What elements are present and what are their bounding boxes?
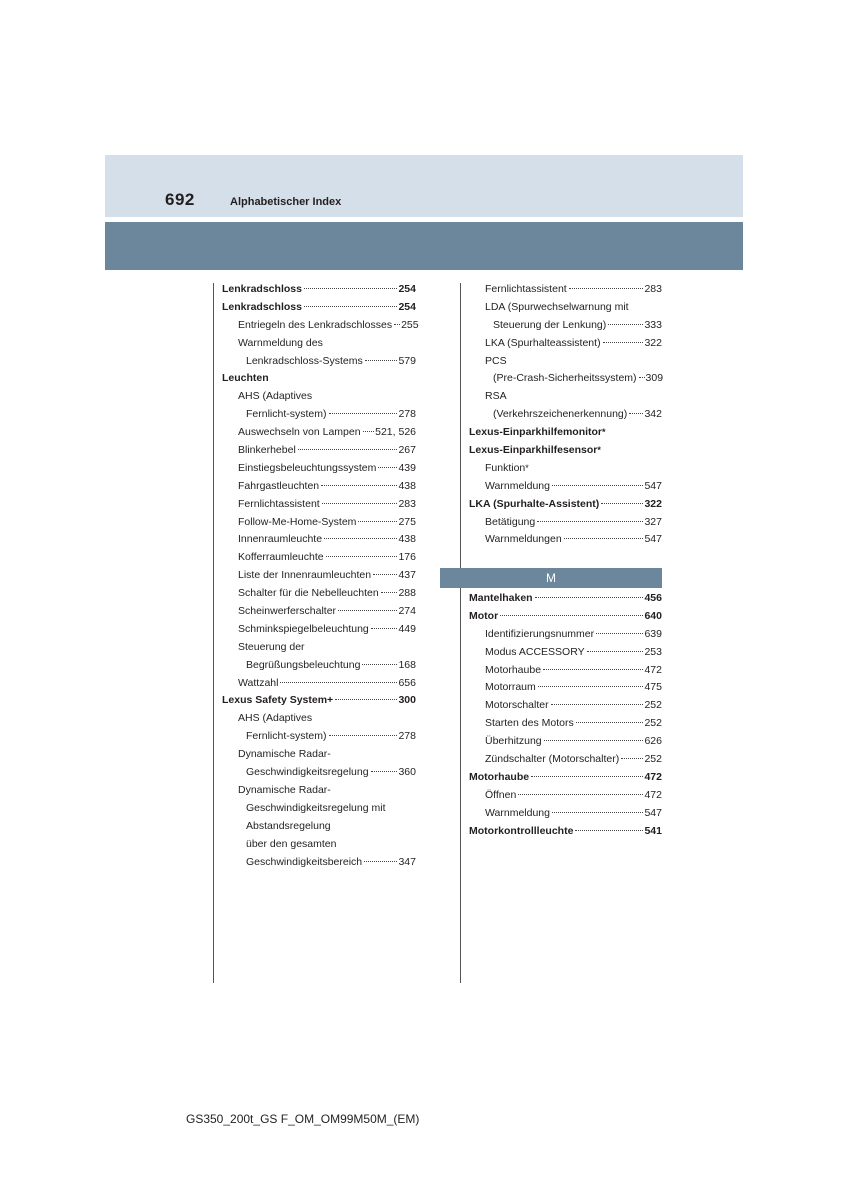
index-entry-label: Fernlichtassistent [238, 497, 320, 510]
index-entry-label: Überhitzung [485, 735, 542, 748]
index-entry-page: 475 [644, 681, 662, 694]
index-entry [469, 787, 662, 805]
index-entry-page: 626 [644, 735, 662, 748]
index-entry-label: AHS (Adaptives [238, 712, 313, 725]
index-entry-label: Lenkradschloss-Systems [246, 354, 363, 367]
dot-leader [587, 651, 644, 652]
dot-leader [329, 735, 398, 736]
index-entry-label: Motorkontrollleuchte [469, 824, 574, 837]
dot-leader [371, 771, 398, 772]
index-entry-page: 168 [398, 658, 416, 671]
index-entry-label: Wattzahl [238, 676, 279, 689]
dot-leader [518, 794, 643, 795]
index-entry [222, 460, 416, 478]
index-entry-label: Geschwindigkeitsbereich [246, 855, 363, 868]
index-entry-label: Schalter für die Nebelleuchten [238, 587, 379, 600]
index-entry [469, 496, 662, 514]
index-entry-label: Lenkradschloss [222, 300, 302, 313]
index-entry [469, 644, 662, 662]
index-entry-page: 288 [398, 587, 416, 600]
index-entry [222, 335, 416, 353]
index-entry-page: 252 [644, 717, 662, 730]
dot-leader [304, 288, 398, 289]
dot-leader [326, 556, 398, 557]
dot-leader [603, 342, 644, 343]
index-entry-page: 547 [644, 533, 662, 546]
index-entry-label: Lenkradschloss [222, 283, 302, 295]
index-entry-label: Lexus Safety System+ [222, 694, 334, 707]
dot-leader [576, 722, 644, 723]
index-entry-page: 342 [644, 408, 662, 421]
index-entry-page: 360 [398, 766, 416, 779]
index-entry-page: 472 [644, 788, 662, 801]
index-entry-label: Blinkerhebel [238, 444, 296, 457]
index-entry-page: 541 [644, 824, 662, 837]
index-entry [469, 697, 662, 715]
index-entry-page: 639 [644, 627, 662, 640]
index-entry-label: Öffnen [485, 788, 517, 801]
index-entry-label: Betätigung [485, 515, 536, 528]
index-entry-label: Motorschalter [485, 699, 549, 712]
index-entry-page: 309 [645, 372, 664, 385]
index-entry [222, 603, 416, 621]
index-entry-label: Abstandsregelung [246, 819, 331, 832]
index-entry: Funktion * [469, 460, 662, 478]
index-entry [222, 710, 416, 728]
index-entry [469, 514, 662, 532]
index-entry [469, 335, 662, 353]
index-entry-page: 252 [644, 699, 662, 712]
index-entry [222, 764, 416, 782]
index-entry-page: 327 [644, 515, 662, 528]
index-entry-label: Dynamische Radar- [238, 783, 331, 796]
dot-leader [381, 592, 398, 593]
dot-leader [358, 521, 397, 522]
dot-leader [378, 467, 397, 468]
index-entry-label: Starten des Motors [485, 717, 574, 730]
dot-leader [629, 413, 643, 414]
index-entry [222, 549, 416, 567]
index-entry [222, 531, 416, 549]
index-entry-label: Funktion [485, 461, 526, 474]
index-entry-page: 437 [398, 569, 416, 582]
index-entry [222, 657, 416, 675]
index-entry [469, 608, 662, 626]
dot-leader [394, 324, 400, 325]
index-column-left [222, 281, 419, 871]
index-entry [222, 800, 416, 818]
index-entry-label: Geschwindigkeitsregelung mit [246, 801, 386, 814]
index-entry-label: Entriegeln des Lenkradschlosses [238, 318, 393, 331]
index-entry-label: Leuchten [222, 372, 269, 385]
index-entry-label: Warnmeldung des [238, 336, 323, 349]
index-entry-page: 283 [644, 283, 662, 295]
index-entry [222, 854, 416, 872]
dot-leader [551, 704, 644, 705]
index-entry [222, 281, 416, 299]
index-entry [469, 662, 662, 680]
dot-leader [538, 686, 644, 687]
dot-leader [322, 503, 398, 504]
dot-leader [338, 610, 397, 611]
index-entry-page: 322 [644, 336, 662, 349]
index-entry-page: 278 [398, 408, 416, 421]
index-entry-page: 547 [644, 479, 662, 492]
index-entry-page: 521, 526 [375, 426, 416, 439]
index-entry-label: Innenraumleuchte [238, 533, 323, 546]
index-entry [469, 733, 662, 751]
index-entry [222, 836, 416, 854]
dot-leader [552, 812, 643, 813]
index-entry [222, 424, 416, 442]
index-entry-page: 278 [398, 730, 416, 743]
page-title: Alphabetischer Index [230, 196, 342, 208]
index-entry-page: 333 [644, 318, 662, 331]
index-entry-label: Warnmeldungen [485, 533, 562, 546]
dot-leader [531, 776, 643, 777]
index-entry-label: Auswechseln von Lampen [238, 426, 361, 439]
dot-leader [362, 664, 397, 665]
index-entry-page: 254 [398, 283, 416, 295]
index-entry-label: Schminkspiegelbeleuchtung [238, 622, 369, 635]
dot-leader [500, 615, 643, 616]
index-entry-label: AHS (Adaptives [238, 390, 313, 403]
header-band-dark [105, 222, 743, 270]
index-entry-page: 255 [401, 318, 419, 331]
index-entry [469, 317, 662, 335]
index-entry [222, 442, 416, 460]
page-number: 692 [165, 190, 195, 209]
dot-leader [373, 574, 397, 575]
dot-leader [601, 503, 643, 504]
index-entry-page: 439 [398, 461, 416, 474]
index-entry-label: Zündschalter (Motorschalter) [485, 753, 620, 766]
index-entry [469, 353, 662, 371]
index-entry-label: Motorhaube [485, 663, 542, 676]
index-entry-label: Liste der Innenraumleuchten [238, 569, 372, 582]
index-entry-page: 252 [644, 753, 662, 766]
index-entry-label: Warnmeldung [485, 479, 550, 492]
index-entry-label: Geschwindigkeitsregelung [246, 766, 369, 779]
index-entry-label: Einstiegsbeleuchtungssystem [238, 461, 377, 474]
index-entry [469, 679, 662, 697]
dot-leader [596, 633, 643, 634]
index-entry-page: 438 [398, 479, 416, 492]
index-entry-label: Fernlicht-system) [246, 408, 327, 421]
dot-leader [544, 740, 644, 741]
index-entry [222, 370, 416, 388]
index-entry-page: 254 [398, 300, 416, 313]
index-entry [222, 746, 416, 764]
dot-leader [364, 861, 397, 862]
index-entry-page: 267 [398, 444, 416, 457]
index-entry-label: Fernlicht-system) [246, 730, 327, 743]
index-entry-page: 449 [398, 622, 416, 635]
index-entry-page: 347 [398, 855, 416, 868]
index-entry-label: Warnmeldung [485, 806, 550, 819]
dot-leader [329, 413, 398, 414]
index-entry [222, 496, 416, 514]
index-entry-label: Motorhaube [469, 770, 530, 783]
index-entry-label: (Pre-Crash-Sicherheitssystem) [493, 372, 637, 385]
index-entry [469, 370, 662, 388]
index-entry [222, 567, 416, 585]
index-entry [222, 782, 416, 800]
column-divider-left [213, 283, 214, 983]
index-entry-label: Motorraum [485, 681, 536, 694]
index-entry-page: 176 [398, 551, 416, 564]
index-entry-label: Identifizierungsnummer [485, 627, 595, 640]
dot-leader [298, 449, 398, 450]
index-entry-page: 438 [398, 533, 416, 546]
index-entry-page: 274 [398, 605, 416, 618]
index-entry-label: Mantelhaken [469, 592, 533, 604]
index-entry-label: LKA (Spurhalteassistent) [485, 336, 601, 349]
dot-leader [543, 669, 643, 670]
dot-leader [324, 538, 397, 539]
index-entry [222, 585, 416, 603]
index-entry-label: Steuerung der Lenkung) [493, 318, 607, 331]
index-entry [222, 388, 416, 406]
column-divider-right [460, 283, 461, 983]
index-entry [469, 281, 662, 299]
dot-leader [335, 699, 397, 700]
index-entry [469, 590, 662, 608]
index-entry [469, 478, 662, 496]
index-entry-label: Fernlichtassistent [485, 283, 567, 295]
index-entry-page: 579 [398, 354, 416, 367]
index-entry-label: Scheinwerferschalter [238, 605, 337, 618]
header-band-light [105, 155, 743, 217]
index-entry [222, 818, 416, 836]
dot-leader [304, 306, 398, 307]
index-entry: Lexus-Einparkhilfemonitor * [469, 424, 662, 442]
dot-leader [639, 377, 645, 378]
index-entry-label: LDA (Spurwechselwarnung mit [485, 300, 629, 313]
index-entry [469, 715, 662, 733]
index-column-right-top [469, 281, 662, 549]
index-entry [469, 406, 662, 424]
section-header-m: M [440, 568, 662, 588]
index-entry-label: Lexus-Einparkhilfesensor [469, 444, 598, 457]
index-entry-page: 275 [398, 515, 416, 528]
index-entry-page: 456 [644, 592, 662, 604]
index-entry [222, 675, 416, 693]
footer-document-code: GS350_200t_GS F_OM_OM99M50M_(EM) [186, 1112, 420, 1126]
dot-leader [537, 521, 643, 522]
index-entry-page: 640 [644, 609, 662, 622]
index-entry [222, 478, 416, 496]
index-entry: Lexus-Einparkhilfesensor * [469, 442, 662, 460]
dot-leader [363, 431, 375, 432]
index-entry-label: (Verkehrszeichenerkennung) [493, 408, 628, 421]
dot-leader [321, 485, 397, 486]
index-entry-label: Begrüßungsbeleuchtung [246, 658, 361, 671]
index-entry-label: Kofferraumleuchte [238, 551, 324, 564]
index-entry [469, 626, 662, 644]
index-column-right-bottom [469, 590, 662, 840]
index-entry-label: LKA (Spurhalte-Assistent) [469, 497, 600, 510]
dot-leader [621, 758, 643, 759]
index-entry [222, 317, 419, 335]
index-entry [469, 769, 662, 787]
index-entry-label: Lexus-Einparkhilfemonitor [469, 426, 603, 439]
dot-leader [280, 682, 397, 683]
index-entry [469, 388, 662, 406]
index-entry [222, 692, 416, 710]
dot-leader [564, 538, 644, 539]
index-entry [222, 353, 416, 371]
dot-leader [371, 628, 398, 629]
index-entry [469, 805, 662, 823]
index-entry-label: RSA [485, 390, 507, 403]
index-entry-label: Dynamische Radar- [238, 748, 331, 761]
dot-leader [569, 288, 644, 289]
index-entry-page: 547 [644, 806, 662, 819]
index-entry [222, 728, 416, 746]
dot-leader [552, 485, 643, 486]
index-entry [222, 639, 416, 657]
index-entry-label: Fahrgastleuchten [238, 479, 320, 492]
index-entry-page: 656 [398, 676, 416, 689]
index-entry-page: 253 [644, 645, 662, 658]
index-entry-label: Modus ACCESSORY [485, 645, 585, 658]
index-entry [469, 531, 662, 549]
index-entry-label: Motor [469, 609, 499, 622]
index-entry-label: Steuerung der [238, 640, 305, 653]
index-entry-page: 472 [644, 663, 662, 676]
index-entry [469, 299, 662, 317]
index-entry-page: 472 [644, 770, 662, 783]
index-entry-label: über den gesamten [246, 837, 337, 850]
index-entry [222, 299, 416, 317]
dot-leader [608, 324, 643, 325]
index-entry-label: Follow-Me-Home-System [238, 515, 357, 528]
index-entry [469, 823, 662, 841]
index-entry-page: 283 [398, 497, 416, 510]
index-entry [222, 621, 416, 639]
dot-leader [575, 830, 643, 831]
index-entry [222, 514, 416, 532]
index-entry [469, 751, 662, 769]
dot-leader [365, 360, 398, 361]
index-entry-label: PCS [485, 354, 507, 367]
index-entry-page: 322 [644, 497, 662, 510]
index-entry-page: 300 [398, 694, 416, 707]
index-entry [222, 406, 416, 424]
dot-leader [535, 597, 644, 598]
